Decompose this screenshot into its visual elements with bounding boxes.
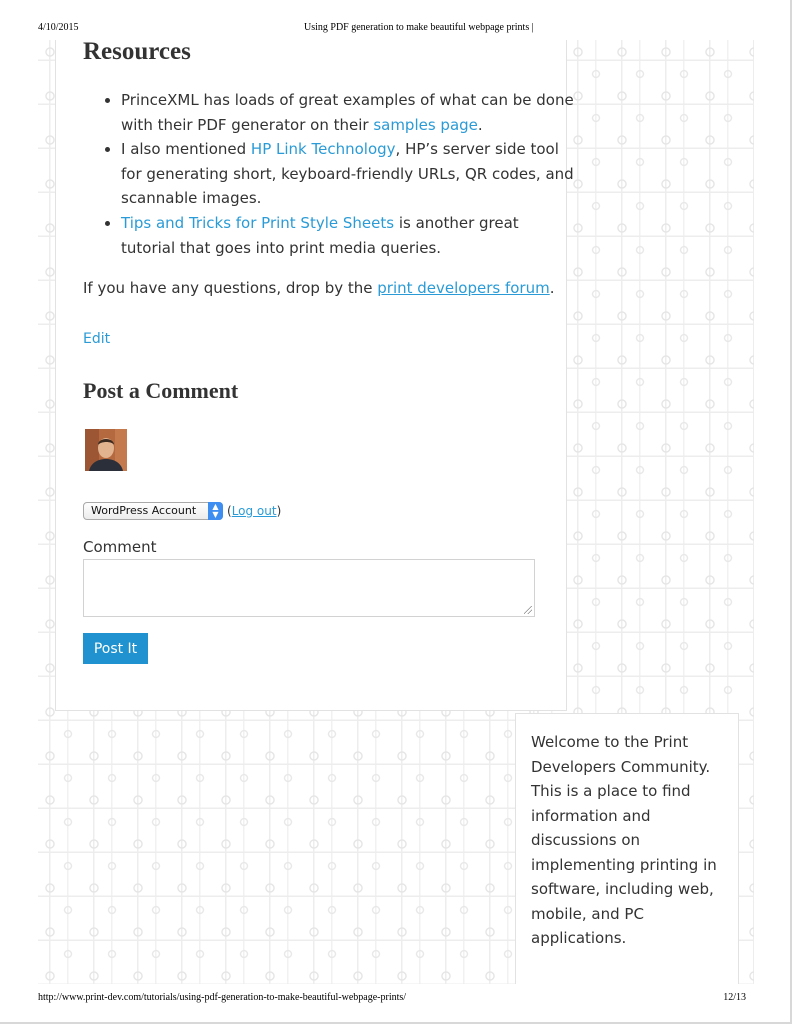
account-select[interactable] (83, 502, 223, 520)
print-url: http://www.print-dev.com/tutorials/using-pdf-generation-to-make-beautiful-webpage-prints/ (38, 992, 407, 1003)
questions-text: If you have any questions, drop by the (83, 279, 378, 297)
account-select-value: WordPress Account (91, 503, 197, 517)
resources-heading: Resources (83, 38, 191, 65)
list-item-text: I also mentioned (121, 140, 251, 159)
welcome-text: Welcome to the Print Developers Community. This is a place to find information and discussions on implementing printing in software, including web, mobile, and PC applications. (531, 733, 717, 947)
select-arrows-icon: ▲ ▼ (208, 502, 223, 520)
questions-paragraph (83, 276, 553, 300)
sidebar-welcome (515, 713, 739, 984)
resize-handle-icon[interactable] (524, 606, 532, 614)
print-developers-forum-link[interactable]: print developers forum (377, 279, 550, 297)
logout-paren-open: ( (227, 503, 232, 518)
comment-textarea[interactable] (83, 559, 535, 617)
list-item-text: PrinceXML has loads of great examples of what can be done with their PDF generator on their (121, 91, 574, 134)
print-style-sheets-link[interactable]: Tips and Tricks for Print Style Sheets (121, 213, 395, 232)
list-item-text: , HP’s server side tool for generating short, keyboard-friendly URLs, QR codes, and scannable images. (121, 140, 574, 208)
article-content (55, 38, 574, 711)
comment-label: Comment (83, 538, 157, 556)
hp-link-technology-link[interactable]: HP Link Technology (250, 140, 396, 159)
page-number: 12/13 (723, 992, 746, 1003)
list-item (121, 211, 576, 260)
avatar-photo-icon (85, 429, 127, 471)
logout-paren-close: ) (276, 503, 282, 518)
samples-page-link[interactable]: samples page (373, 115, 478, 134)
post-it-button[interactable]: Post It (83, 633, 148, 664)
print-header (38, 22, 752, 36)
list-item (121, 88, 576, 137)
list-item-text: . (477, 115, 483, 134)
list-item-text: is another great tutorial that goes into print media queries. (121, 213, 519, 257)
questions-text-end: . (549, 279, 555, 297)
logout-wrapper (227, 504, 281, 518)
print-footer (38, 990, 752, 1004)
edit-link[interactable]: Edit (83, 331, 111, 347)
account-row (83, 500, 281, 520)
print-page-title: Using PDF generation to make beautiful webpage prints | (304, 22, 534, 33)
print-date: 4/10/2015 (38, 22, 79, 33)
post-comment-heading: Post a Comment (83, 378, 239, 403)
logout-link[interactable]: Log out (231, 503, 277, 518)
avatar (85, 429, 127, 471)
list-item (121, 137, 576, 211)
resources-list (83, 88, 576, 260)
